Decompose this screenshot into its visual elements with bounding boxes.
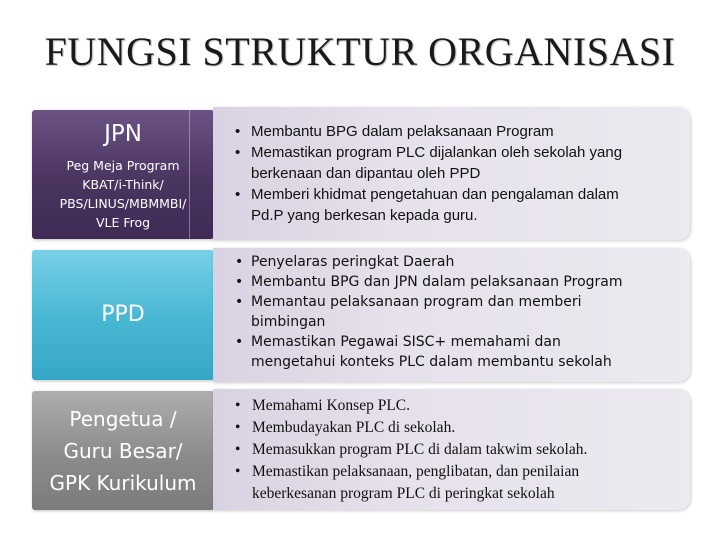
function-text: Memastikan pelaksanaan, penglibatan, dan penilaian (252, 463, 580, 480)
bullet-icon: • (235, 334, 244, 350)
role-subtitle-line: VLE Frog (95, 215, 151, 230)
divider-line (189, 110, 190, 239)
function-item (235, 461, 676, 505)
role-subtitle-line: Peg Meja Program (66, 158, 180, 173)
bullet-icon: • (235, 254, 244, 270)
function-item (235, 142, 676, 184)
function-text: Memantau pelaksanaan program dan memberi (251, 294, 582, 310)
function-text: Membantu BPG dan JPN dalam pelaksanaan Program (251, 274, 623, 290)
role-subtitle-line: KBAT/i-Think/ (82, 177, 164, 192)
slide-title: FUNGSI STRUKTUR ORGANISASI (44, 29, 676, 74)
function-text: Membudayakan PLC di sekolah. (252, 419, 456, 436)
function-text: Membantu BPG dalam pelaksanaan Program (251, 123, 554, 140)
bullet-icon: • (235, 463, 241, 480)
function-text: Memahami Konsep PLC. (252, 397, 410, 414)
function-text: Memberi khidmat pengetahuan dan pengalaman dalam (251, 186, 619, 203)
bullet-icon: • (235, 186, 241, 203)
role-name-line: Pengetua / (69, 406, 177, 431)
bullet-icon: • (235, 123, 241, 140)
function-text: Memastikan Pegawai SISC+ memahami dan (251, 334, 561, 350)
function-item (235, 395, 676, 417)
function-list-ppd (235, 252, 676, 372)
function-text: Memastikan program PLC dijalankan oleh sekolah yang (251, 144, 623, 161)
function-item (235, 272, 676, 292)
function-text: bimbingan (251, 314, 326, 330)
function-list-jpn (235, 121, 676, 226)
bullet-icon: • (235, 274, 244, 290)
function-text: Penyelaras peringkat Daerah (251, 254, 455, 270)
function-panel-ppd (213, 248, 690, 382)
function-item (235, 121, 676, 142)
role-name-jpn: JPN (104, 121, 142, 147)
bullet-icon: • (235, 397, 241, 414)
role-box-jpn (32, 110, 214, 239)
function-item (235, 252, 676, 272)
function-text: berkenaan dan dipantau oleh PPD (251, 165, 481, 182)
function-item (235, 439, 676, 461)
role-subtitle-jpn (60, 156, 187, 232)
function-text: mengetahui konteks PLC dalam membantu sekolah (251, 354, 612, 370)
role-subtitle-line: PBS/LINUS/MBMMBI/ (59, 196, 187, 211)
function-panel-jpn (213, 107, 690, 240)
function-item (235, 184, 676, 226)
role-box-ppd (32, 250, 214, 380)
function-item (235, 292, 676, 332)
function-list-pengetua (235, 395, 676, 505)
function-item (235, 332, 676, 372)
bullet-icon: • (235, 294, 244, 310)
role-box-pengetua (32, 391, 214, 510)
role-name-line: Guru Besar/ (63, 438, 183, 463)
role-name-ppd: PPD (101, 302, 145, 327)
function-text: Memasukkan program PLC di dalam takwim sekolah. (252, 441, 588, 458)
function-panel-pengetua (213, 389, 690, 510)
function-text: keberkesanan program PLC di peringkat sekolah (252, 485, 555, 502)
bullet-icon: • (235, 441, 241, 458)
function-text: Pd.P yang berkesan kepada guru. (251, 207, 478, 224)
role-name-line: GPK Kurikulum (49, 470, 197, 495)
function-item (235, 417, 676, 439)
bullet-icon: • (235, 144, 241, 161)
bullet-icon: • (235, 419, 241, 436)
